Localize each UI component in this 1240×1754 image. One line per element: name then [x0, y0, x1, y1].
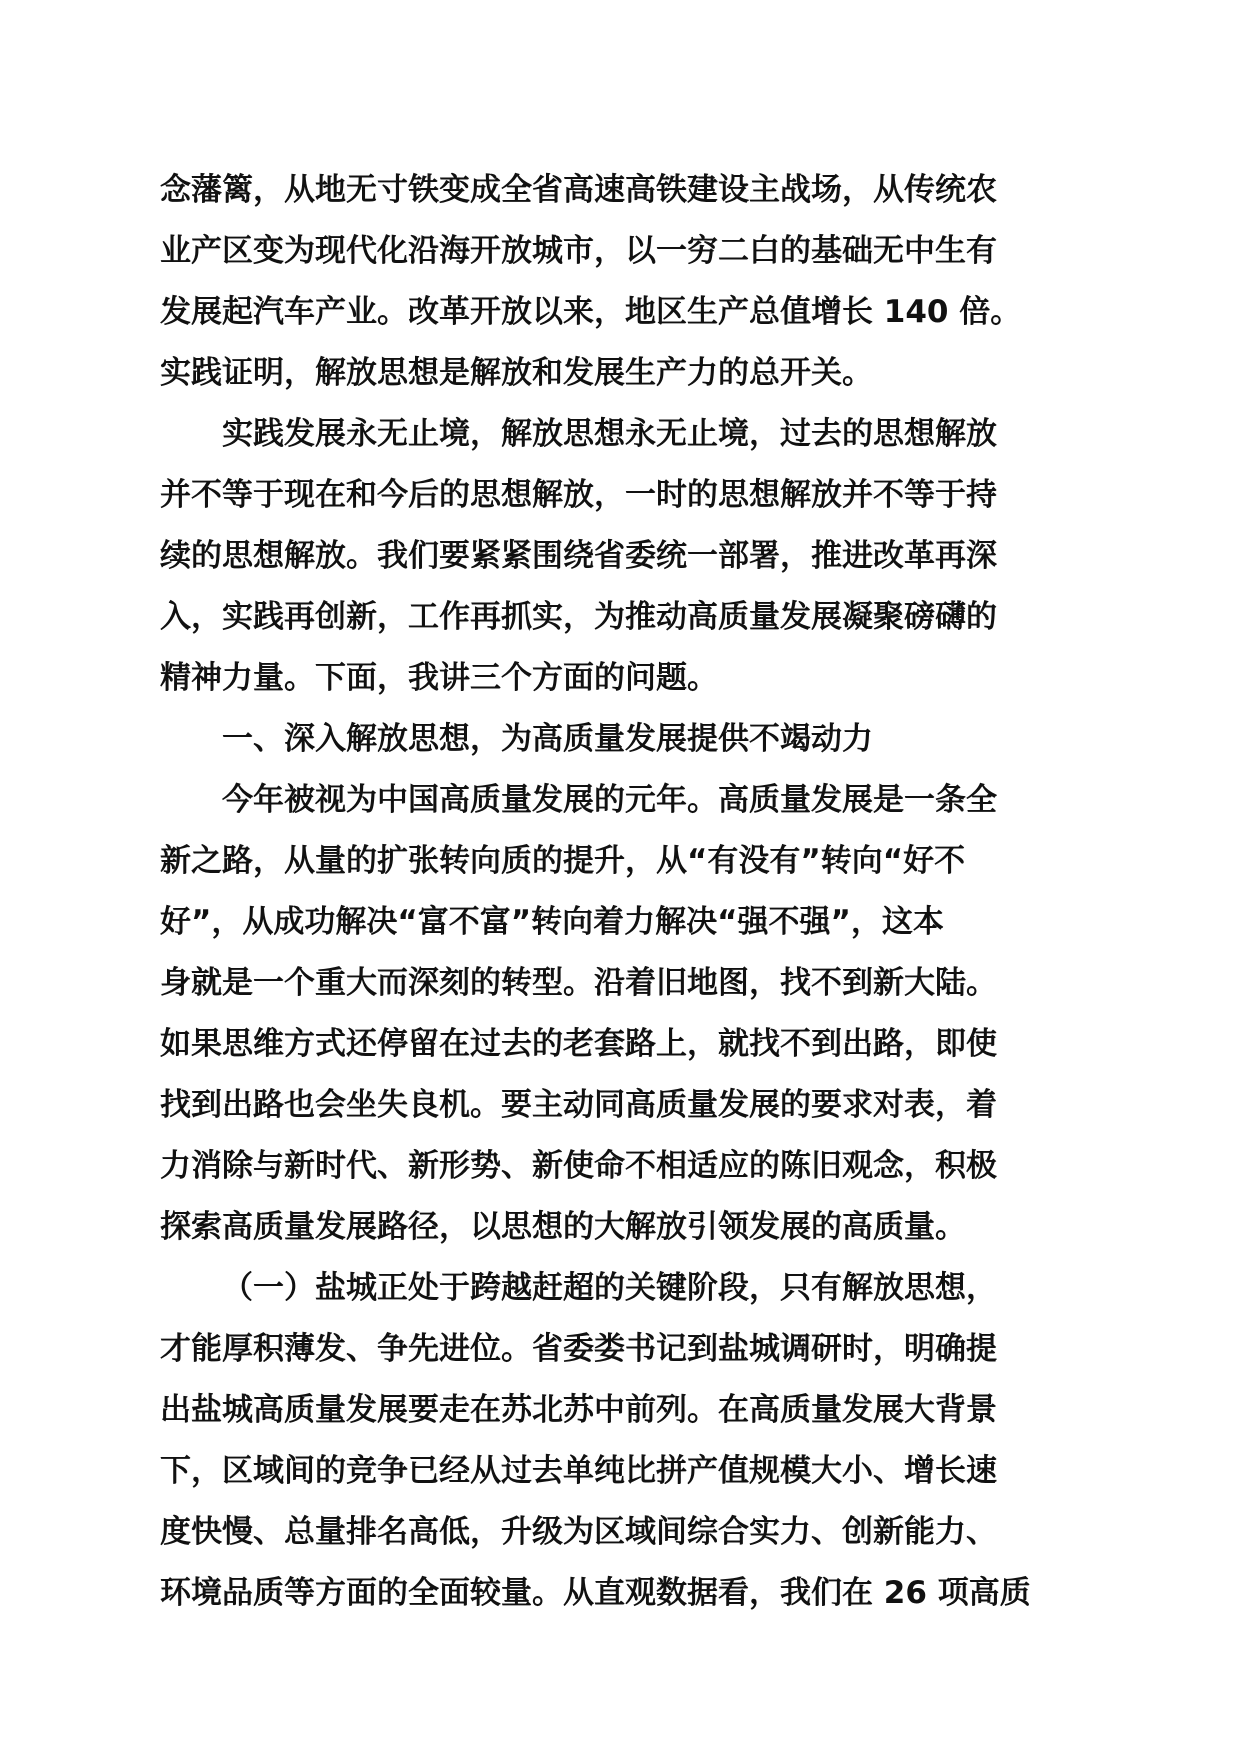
- text-line-7: 续的思想解放。我们要紧紧围绕省委统一部署，推进改革再深: [160, 538, 997, 574]
- text-line-14: 身就是一个重大而深刻的转型。沿着旧地图，找不到新大陆。: [160, 965, 997, 1001]
- text-line-24: 环境品质等方面的全面较量。从直观数据看，我们在 26 项高质: [160, 1575, 1031, 1611]
- text-line-16: 找到出路也会坐失良机。要主动同高质量发展的要求对表，着: [160, 1087, 997, 1123]
- paragraph-start-line-11: 今年被视为中国高质量发展的元年。高质量发展是一条全: [222, 782, 997, 818]
- text-line-2: 业产区变为现代化沿海开放城市，以一穷二白的基础无中生有: [160, 233, 997, 269]
- text-line-8: 入，实践再创新，工作再抓实，为推动高质量发展凝聚磅礴的: [160, 599, 997, 635]
- text-line-23: 度快慢、总量排名高低，升级为区域间综合实力、创新能力、: [160, 1514, 997, 1550]
- paragraph-start-line-5: 实践发展永无止境，解放思想永无止境，过去的思想解放: [222, 416, 997, 452]
- text-line-22: 下，区域间的竞争已经从过去单纯比拼产值规模大小、增长速: [160, 1453, 997, 1489]
- text-line-20: 才能厚积薄发、争先进位。省委娄书记到盐城调研时，明确提: [160, 1331, 997, 1367]
- text-line-15: 如果思维方式还停留在过去的老套路上，就找不到出路，即使: [160, 1026, 997, 1062]
- text-line-6: 并不等于现在和今后的思想解放，一时的思想解放并不等于持: [160, 477, 997, 513]
- text-line-18: 探索高质量发展路径，以思想的大解放引领发展的高质量。: [160, 1209, 966, 1245]
- text-line-12: 新之路，从量的扩张转向质的提升，从“有没有”转向“好不: [160, 843, 966, 879]
- text-line-9: 精神力量。下面，我讲三个方面的问题。: [160, 660, 718, 696]
- subsection-heading-1: （一）盐城正处于跨越赶超的关键阶段，只有解放思想，: [222, 1270, 997, 1306]
- text-line-1: 念藩篱，从地无寸铁变成全省高速高铁建设主战场，从传统农: [160, 172, 997, 208]
- text-line-3: 发展起汽车产业。改革开放以来，地区生产总值增长 140 倍。: [160, 294, 1022, 330]
- text-line-17: 力消除与新时代、新形势、新使命不相适应的陈旧观念，积极: [160, 1148, 997, 1184]
- text-line-13: 好”，从成功解决“富不富”转向着力解决“强不强”，这本: [160, 904, 944, 940]
- text-line-4: 实践证明，解放思想是解放和发展生产力的总开关。: [160, 355, 873, 391]
- section-heading-1: 一、深入解放思想，为高质量发展提供不竭动力: [222, 721, 873, 757]
- text-line-21: 出盐城高质量发展要走在苏北苏中前列。在高质量发展大背景: [160, 1392, 997, 1428]
